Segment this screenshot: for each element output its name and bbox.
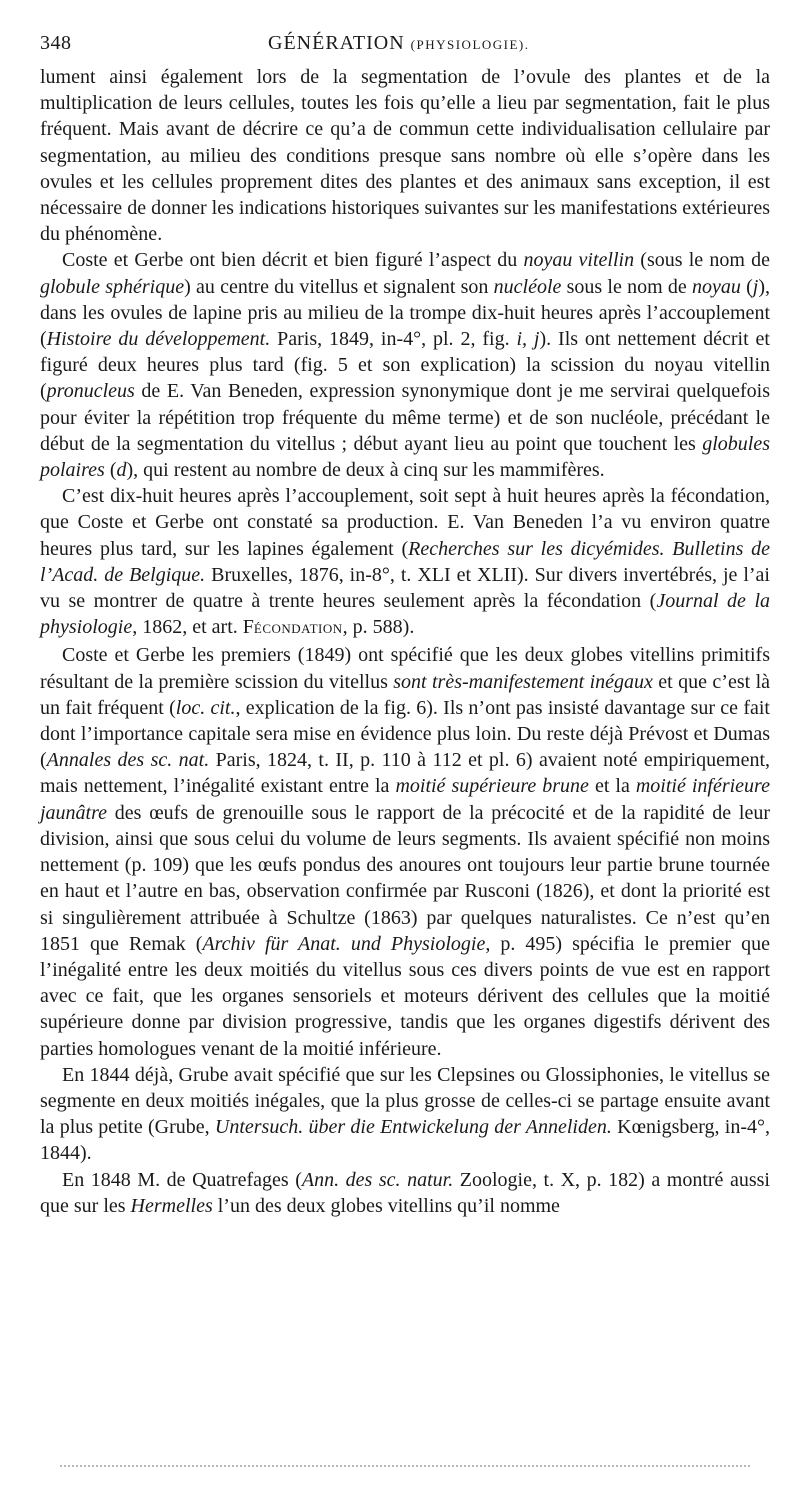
running-title — [268, 32, 530, 55]
text-run: , 1862, et art. F — [132, 616, 254, 639]
italic-run: loc. cit. — [175, 696, 236, 719]
italic-run: globule sphérique — [40, 275, 185, 298]
italic-run: noyau vitellin — [523, 249, 635, 272]
italic-run: Journal de la physiologie — [40, 590, 770, 639]
italic-run: j — [752, 275, 759, 298]
text-run: Zoologie, t. X, p. 182) a montré aussi que sur les — [40, 1168, 770, 1217]
text-run: ). Ils ont nettement décrit et figuré deux heures plus tard (fig. 5 et son explication) la scission du noyau vitellin ( — [40, 328, 770, 403]
text-run: Kœnigsberg, in-4°, 1844). — [40, 1116, 770, 1165]
running-title-sub: (PHYSIOLOGIE). — [410, 37, 530, 52]
italic-run: Ann. des sc. natur. — [301, 1168, 454, 1191]
text-run: et la — [588, 775, 636, 798]
body-text — [40, 64, 770, 1219]
text-run: En 1848 M. de Quatrefages ( — [62, 1168, 302, 1191]
italic-run: moitié inférieure jaunâtre — [40, 775, 770, 824]
text-run: Bruxelles, 1876, in-8°, t. XLI et XLII). Sur divers invertébrés, je l’ai vu se montrer de quatre à trente heures seulement après la fécondation ( — [40, 563, 770, 613]
paragraph-p2 — [40, 247, 770, 483]
paragraph-p6 — [40, 1167, 770, 1219]
paragraph-p1 — [40, 64, 770, 247]
bottom-dotted-rule — [60, 1465, 750, 1467]
page-number: 348 — [40, 32, 72, 54]
text-run: lument ainsi également lors de la segmentation de l’ovule des plantes et de la multiplication de leurs cellules, toutes les fois qu’elle a lieu par segmentation, fait le plus fréquent. Mais avant de décrire ce qu’a de commun cette individualisation cellulaire par segmentation, au milieu des conditions presque sans nombre où elle s’opère dans les ovules et les cellules proprement dites des plantes et des animaux sans exception, il est nécessaire de donner les indications historiques suivantes sur les manifestations extérieures du phénomène. — [40, 66, 770, 246]
italic-run: noyau — [691, 275, 741, 298]
text-run: ), qui restent au nombre de deux à cinq sur les mammifères. — [126, 459, 605, 482]
text-run: (sous le nom de — [634, 249, 770, 272]
italic-run: d — [116, 459, 127, 482]
text-run: , explication de la fig. 6). Ils n’ont pas insisté davantage sur ce fait dont l’importance capitale sera mise en évidence plus loin. Du reste déjà Prévost et Dumas ( — [40, 696, 770, 772]
italic-run: Recherches sur les dicyémides. Bulletins de l’Acad. de Belgique. — [40, 537, 770, 586]
text-run: et que c’est là un fait fréquent ( — [40, 670, 771, 719]
text-run: de E. Van Beneden, expression synonymique dont je me servirai quelquefois pour éviter la répétition trop fréquente du même terme) et de son nucléole, précédant le début de la segmentation du vitellus ; début ayant lieu au point que touchent les — [40, 380, 770, 455]
italic-run: Archiv für Anat. und Physiologie — [202, 932, 486, 955]
paragraph-p3 — [40, 483, 770, 642]
italic-run: Histoire du développement. — [46, 328, 271, 351]
text-run: Paris, 1824, t. II, p. 110 à 112 et pl. 6) avaient noté empiriquement, mais nettement, l’inégalité existant entre la — [40, 749, 771, 798]
text-run: ( — [104, 459, 117, 482]
text-run: C’est dix-huit heures après l’accouplement, soit sept à huit heures après la fécondation, que Coste et Gerbe ont constaté sa production. E. Van Beneden l’a vu environ quatre heures plus tard, sur les lapines également ( — [40, 485, 770, 560]
text-run: ), dans les ovules de lapine pris au milieu de la trompe dix-huit heures après l’accouplement ( — [40, 275, 770, 351]
paragraph-p4 — [40, 642, 770, 1061]
text-run: , p. 495) spécifia le premier que l’inégalité entre les deux moitiés du vitellus sous ces divers points de vue est en rapport avec ce fait, que les organes sensoriels et moteurs dérivent des cellules que la moitié supérieure donne par division progressive, tandis que les organes digestifs dérivent des parties homologues venant de la moitié inférieure. — [40, 932, 770, 1060]
italic-run: sont très-manifestement inégaux — [393, 670, 653, 693]
text-run: , p. 588). — [342, 616, 415, 639]
text-run: ) au centre du vitellus et signalent son — [184, 275, 494, 298]
running-head — [40, 30, 770, 62]
italic-run: Hermelles — [130, 1194, 213, 1217]
text-run: Paris, 1849, in-4°, pl. 2, fig. — [270, 328, 517, 351]
text-run: des œufs de grenouille sous le rapport de la précocité et de la rapidité de leur division, ainsi que sous celui du volume de leurs segments. Ils avaient spécifié non moins nettement (p. 109) que les œufs pondus des anoures ont toujours leur partie brune tournée en haut et l’autre en bas, observation confirmée par Rusconi (1826), et dont la priorité est si singulièrement attribuée à Schultze (1863) par quelques naturalistes. Ce n’est qu’en 1851 que Remak ( — [40, 801, 770, 955]
italic-run: pronucleus — [46, 380, 135, 403]
text-run: ( — [740, 275, 753, 298]
italic-run: nucléole — [493, 275, 562, 298]
italic-run: Annales des sc. nat. — [46, 749, 210, 772]
italic-run: i, j — [516, 328, 540, 351]
italic-run: Untersuch. über die Entwickelung der Anneliden. — [214, 1116, 612, 1139]
text-run: En 1844 déjà, Grube avait spécifié que sur les Clepsines ou Glossiphonies, le vitellus se segmente en deux moitiés inégales, que la plus grosse de celles-ci se partage ensuite avant la plus petite (Grube, — [40, 1063, 770, 1139]
italic-run: moitié supérieure brune — [395, 775, 589, 798]
small-caps-run: ÉCONDATION — [253, 621, 343, 637]
text-run: Coste et Gerbe ont bien décrit et bien figuré l’aspect du — [62, 249, 524, 272]
text-run: Coste et Gerbe les premiers (1849) ont spécifié que les deux globes vitellins primitifs résultant de la première scission du vitellus — [40, 644, 770, 693]
paragraph-p5 — [40, 1062, 770, 1167]
text-run: sous le nom de — [561, 275, 692, 298]
running-title-main: GÉNÉRATION — [268, 32, 405, 54]
text-run: l’un des deux globes vitellins qu’il nomme — [212, 1194, 560, 1217]
italic-run: globules polaires — [40, 432, 770, 482]
